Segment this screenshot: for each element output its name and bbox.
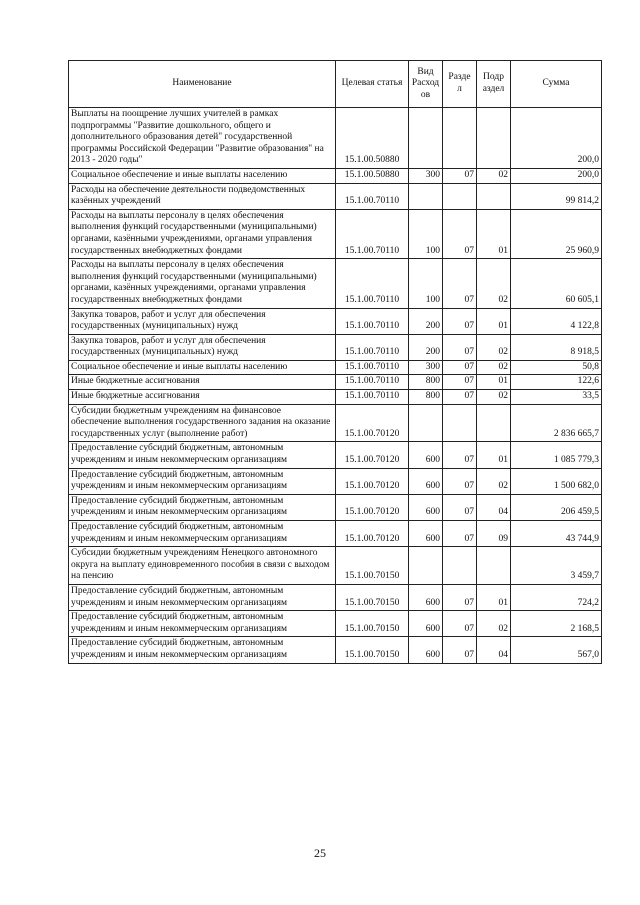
row-subsection: 04 (477, 494, 511, 520)
row-section: 07 (443, 494, 477, 520)
row-subsection (477, 547, 511, 585)
row-section: 07 (443, 334, 477, 360)
table-row (69, 390, 602, 405)
table-row (69, 209, 602, 258)
table-row (69, 611, 602, 637)
row-sum: 2 836 665,7 (511, 404, 602, 442)
row-section: 07 (443, 584, 477, 610)
table-row (69, 468, 602, 494)
row-target-article: 15.1.00.70110 (336, 308, 409, 334)
row-subsection: 02 (477, 334, 511, 360)
row-subsection: 01 (477, 584, 511, 610)
row-name: Предоставление субсидий бюджетным, автономным учреждениям и иным некоммерческим организациям (69, 584, 336, 610)
row-sum: 724,2 (511, 584, 602, 610)
row-sum: 2 168,5 (511, 611, 602, 637)
row-section: 07 (443, 390, 477, 405)
row-expense-type: 600 (409, 521, 443, 547)
row-section: 07 (443, 360, 477, 375)
row-expense-type: 600 (409, 494, 443, 520)
row-sum: 8 918,5 (511, 334, 602, 360)
table-header-row (69, 61, 602, 108)
table-row (69, 442, 602, 468)
row-target-article: 15.1.00.70110 (336, 390, 409, 405)
row-expense-type: 800 (409, 390, 443, 405)
row-sum: 99 814,2 (511, 183, 602, 209)
row-target-article: 15.1.00.70120 (336, 442, 409, 468)
row-target-article: 15.1.00.70150 (336, 637, 409, 663)
row-target-article: 15.1.00.50880 (336, 108, 409, 169)
row-subsection: 01 (477, 209, 511, 258)
row-target-article: 15.1.00.70150 (336, 584, 409, 610)
row-expense-type: 600 (409, 584, 443, 610)
row-sum: 1 085 779,3 (511, 442, 602, 468)
header-sum: Сумма (511, 61, 602, 108)
row-sum: 1 500 682,0 (511, 468, 602, 494)
row-section: 07 (443, 637, 477, 663)
row-expense-type: 300 (409, 360, 443, 375)
row-section: 07 (443, 442, 477, 468)
row-expense-type: 600 (409, 637, 443, 663)
row-section (443, 404, 477, 442)
table-row (69, 168, 602, 183)
row-name: Социальное обеспечение и иные выплаты населению (69, 168, 336, 183)
row-target-article: 15.1.00.70110 (336, 183, 409, 209)
row-expense-type: 300 (409, 168, 443, 183)
row-target-article: 15.1.00.70150 (336, 547, 409, 585)
row-name: Предоставление субсидий бюджетным, автономным учреждениям и иным некоммерческим организациям (69, 442, 336, 468)
row-section (443, 547, 477, 585)
row-name: Субсидии бюджетным учреждениям Ненецкого автономного округа на выплату единовременного пособия в связи с выходом на пенсию (69, 547, 336, 585)
row-target-article: 15.1.00.70110 (336, 334, 409, 360)
row-section (443, 108, 477, 169)
row-expense-type: 600 (409, 611, 443, 637)
row-sum: 200,0 (511, 108, 602, 169)
row-subsection (477, 183, 511, 209)
table-row (69, 183, 602, 209)
row-section: 07 (443, 521, 477, 547)
row-target-article: 15.1.00.70110 (336, 375, 409, 390)
row-name: Закупка товаров, работ и услуг для обеспечения государственных (муниципальных) нужд (69, 308, 336, 334)
page-number: 25 (314, 846, 326, 860)
row-name: Предоставление субсидий бюджетным, автономным учреждениям и иным некоммерческим организациям (69, 611, 336, 637)
row-expense-type (409, 547, 443, 585)
row-target-article: 15.1.00.70110 (336, 360, 409, 375)
row-section: 07 (443, 375, 477, 390)
row-target-article: 15.1.00.50880 (336, 168, 409, 183)
row-section: 07 (443, 209, 477, 258)
row-sum: 25 960,9 (511, 209, 602, 258)
table-row (69, 308, 602, 334)
row-subsection (477, 404, 511, 442)
row-name: Предоставление субсидий бюджетным, автономным учреждениям и иным некоммерческим организациям (69, 494, 336, 520)
row-section: 07 (443, 308, 477, 334)
table-row (69, 521, 602, 547)
row-sum: 43 744,9 (511, 521, 602, 547)
row-expense-type: 600 (409, 468, 443, 494)
table-row (69, 334, 602, 360)
row-target-article: 15.1.00.70120 (336, 468, 409, 494)
row-target-article: 15.1.00.70120 (336, 521, 409, 547)
row-sum: 60 605,1 (511, 259, 602, 308)
table-row (69, 259, 602, 308)
row-subsection: 02 (477, 168, 511, 183)
row-expense-type (409, 108, 443, 169)
table-row (69, 360, 602, 375)
row-expense-type: 100 (409, 209, 443, 258)
row-section (443, 183, 477, 209)
row-name: Предоставление субсидий бюджетным, автономным учреждениям и иным некоммерческим организациям (69, 637, 336, 663)
row-expense-type: 100 (409, 259, 443, 308)
row-name: Социальное обеспечение и иные выплаты населению (69, 360, 336, 375)
header-section: Разде л (443, 61, 477, 108)
row-subsection: 01 (477, 308, 511, 334)
row-name: Иные бюджетные ассигнования (69, 375, 336, 390)
row-sum: 4 122,8 (511, 308, 602, 334)
row-subsection: 02 (477, 468, 511, 494)
row-section: 07 (443, 168, 477, 183)
table-row (69, 584, 602, 610)
row-sum: 122,6 (511, 375, 602, 390)
row-name: Закупка товаров, работ и услуг для обеспечения государственных (муниципальных) нужд (69, 334, 336, 360)
row-expense-type: 200 (409, 334, 443, 360)
header-subsection: Подр аздел (477, 61, 511, 108)
row-subsection: 02 (477, 390, 511, 405)
header-expense-type: Вид Расход ов (409, 61, 443, 108)
table-row (69, 547, 602, 585)
row-subsection: 01 (477, 375, 511, 390)
row-name: Расходы на обеспечение деятельности подведомственных казённых учреждений (69, 183, 336, 209)
table-row (69, 375, 602, 390)
row-expense-type (409, 183, 443, 209)
header-name: Наименование (69, 61, 336, 108)
row-target-article: 15.1.00.70120 (336, 404, 409, 442)
row-name: Расходы на выплаты персоналу в целях обеспечения выполнения функций государственными (муниципальными) органами, казённых учреждениями, органами управления государственных внебюджетных фондами (69, 259, 336, 308)
row-name: Выплаты на поощрение лучших учителей в рамках подпрограммы "Развитие дошкольного, общего и дополнительного образования детей" государственной программы Российской Федерации "Развитие образования" на 2013 - 2020 годы" (69, 108, 336, 169)
table-row (69, 404, 602, 442)
row-subsection: 01 (477, 442, 511, 468)
row-section: 07 (443, 611, 477, 637)
row-name: Иные бюджетные ассигнования (69, 390, 336, 405)
row-subsection: 02 (477, 259, 511, 308)
row-target-article: 15.1.00.70120 (336, 494, 409, 520)
row-subsection: 02 (477, 360, 511, 375)
table-row (69, 108, 602, 169)
budget-table (68, 60, 602, 664)
row-expense-type (409, 404, 443, 442)
row-subsection (477, 108, 511, 169)
row-name: Расходы на выплаты персоналу в целях обеспечения выполнения функций государственными (муниципальными) органами, казёнными учреждениями, органами управления государственных внебюджетных фондами (69, 209, 336, 258)
row-subsection: 02 (477, 611, 511, 637)
row-target-article: 15.1.00.70110 (336, 209, 409, 258)
row-expense-type: 800 (409, 375, 443, 390)
row-sum: 33,5 (511, 390, 602, 405)
row-expense-type: 200 (409, 308, 443, 334)
row-section: 07 (443, 259, 477, 308)
row-sum: 567,0 (511, 637, 602, 663)
row-target-article: 15.1.00.70150 (336, 611, 409, 637)
row-subsection: 04 (477, 637, 511, 663)
row-name: Субсидии бюджетным учреждениям на финансовое обеспечение выполнения государственного задания на оказание государственных услуг (выполнение работ) (69, 404, 336, 442)
row-subsection: 09 (477, 521, 511, 547)
row-sum: 3 459,7 (511, 547, 602, 585)
header-target-article: Целевая статья (336, 61, 409, 108)
table-row (69, 637, 602, 663)
row-sum: 206 459,5 (511, 494, 602, 520)
row-name: Предоставление субсидий бюджетным, автономным учреждениям и иным некоммерческим организациям (69, 521, 336, 547)
row-expense-type: 600 (409, 442, 443, 468)
row-target-article: 15.1.00.70110 (336, 259, 409, 308)
row-sum: 50,8 (511, 360, 602, 375)
row-name: Предоставление субсидий бюджетным, автономным учреждениям и иным некоммерческим организациям (69, 468, 336, 494)
row-section: 07 (443, 468, 477, 494)
row-sum: 200,0 (511, 168, 602, 183)
table-row (69, 494, 602, 520)
